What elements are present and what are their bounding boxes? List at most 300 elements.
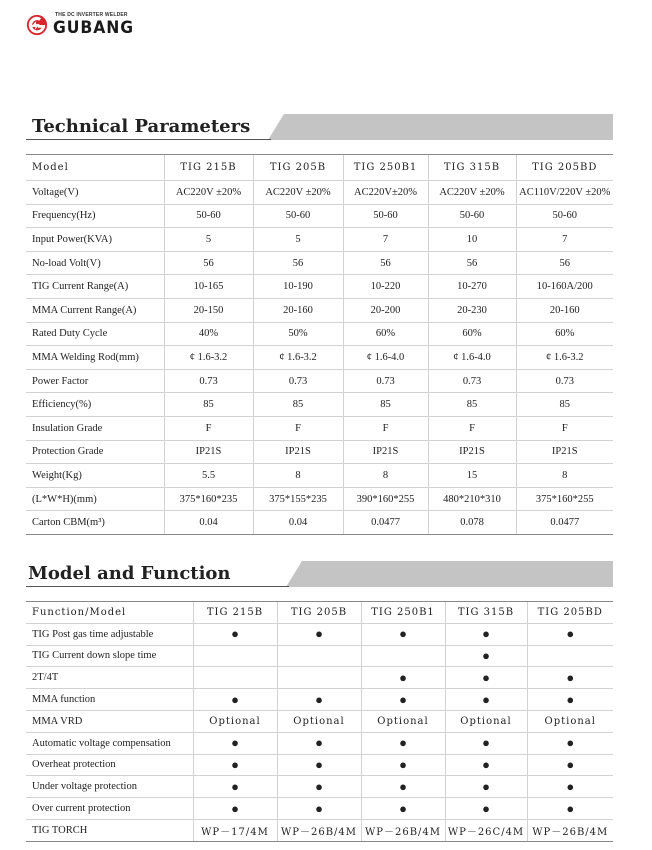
- tech-cell-value: 390*160*255: [356, 493, 415, 505]
- tech-row: [26, 464, 613, 488]
- func-row-label: Over current protection: [26, 798, 193, 820]
- tech-cell: [516, 393, 613, 417]
- tech-cell-value: 60%: [375, 328, 396, 340]
- tech-cell: [516, 251, 613, 275]
- tech-cell: [164, 322, 253, 346]
- func-row-label: MMA VRD: [26, 710, 193, 732]
- tech-cell-value: 0.04: [288, 517, 308, 529]
- tech-cell: [428, 204, 516, 228]
- tech-cell: [253, 275, 343, 299]
- tech-cell: [164, 346, 253, 370]
- tech-cell: [516, 511, 613, 535]
- banner-underline: [26, 586, 289, 587]
- tech-cell-value: 40%: [198, 328, 219, 340]
- tech-cell-value: 20-150: [193, 304, 224, 316]
- tech-cell: [343, 487, 428, 511]
- tech-cell: [343, 440, 428, 464]
- tech-cell-value: 5.5: [201, 469, 216, 481]
- tech-cell: [516, 346, 613, 370]
- func-cell: [277, 623, 361, 645]
- tech-cell: [253, 393, 343, 417]
- func-row: [26, 798, 613, 820]
- func-cell: [193, 798, 277, 820]
- feature-dot-icon: ●: [482, 647, 490, 663]
- tech-cell-value: F: [469, 422, 475, 434]
- func-cell: [193, 623, 277, 645]
- tech-cell-value: 10-165: [193, 281, 224, 293]
- func-cell: [445, 776, 527, 798]
- func-cell-text: Optional: [209, 715, 261, 727]
- tech-cell: [516, 369, 613, 393]
- tech-cell-value: IP21S: [372, 446, 399, 458]
- func-row: [26, 776, 613, 798]
- tech-row-label: Protection Grade: [26, 440, 164, 464]
- model-function-table: [26, 601, 613, 842]
- func-cell: [193, 689, 277, 711]
- tech-cell: [428, 298, 516, 322]
- tech-cell-value: 7: [382, 233, 389, 245]
- feature-dot-icon: ●: [315, 756, 323, 772]
- tech-header-label: Model: [26, 155, 164, 181]
- func-row-label: Automatic voltage compensation: [26, 732, 193, 754]
- tech-cell: [164, 204, 253, 228]
- tech-cell-value: 85: [559, 399, 570, 411]
- func-cell: [193, 819, 277, 841]
- func-row: [26, 732, 613, 754]
- func-cell-text: Optional: [377, 715, 429, 727]
- tech-cell-value: 8: [382, 469, 389, 481]
- tech-cell-value: 50%: [288, 328, 308, 340]
- func-model-header: TIG 205BD: [527, 602, 613, 624]
- tech-cell-value: 50-60: [373, 210, 398, 222]
- tech-cell: [343, 322, 428, 346]
- tech-cell-value: AC110V/220V ±20%: [519, 186, 611, 198]
- tech-row: [26, 228, 613, 252]
- func-cell: [527, 667, 613, 689]
- func-row: [26, 689, 613, 711]
- tech-cell: [343, 228, 428, 252]
- tech-cell-value: 8: [295, 469, 301, 481]
- tech-row: [26, 416, 613, 440]
- tech-cell: [516, 440, 613, 464]
- feature-dot-icon: ●: [566, 756, 575, 772]
- func-cell: [527, 776, 613, 798]
- func-cell: [445, 623, 527, 645]
- tech-cell: [516, 204, 613, 228]
- feature-dot-icon: ●: [315, 800, 323, 816]
- func-cell-text: WP－26B/4M: [532, 826, 609, 838]
- tech-cell: [516, 322, 613, 346]
- func-cell: [277, 776, 361, 798]
- feature-dot-icon: ●: [566, 691, 575, 707]
- tech-row-label: Weight(Kg): [26, 464, 164, 488]
- tech-row: [26, 181, 613, 205]
- feature-dot-icon: ●: [566, 669, 575, 685]
- tech-cell-value: AC220V±20%: [354, 186, 417, 198]
- func-cell-text: WP－17/4M: [201, 826, 269, 838]
- tech-cell: [253, 181, 343, 205]
- func-cell: [527, 689, 613, 711]
- feature-dot-icon: ●: [231, 800, 239, 816]
- tech-cell: [253, 322, 343, 346]
- tech-cell: [343, 416, 428, 440]
- tech-cell-value: 20-230: [457, 304, 487, 316]
- func-cell-text: Optional: [544, 715, 596, 727]
- func-row-label: 2T/4T: [26, 667, 193, 689]
- tech-cell-value: 85: [203, 399, 214, 411]
- func-cell-text: WP－26C/4M: [447, 826, 525, 838]
- tech-cell-value: 0.73: [288, 375, 308, 387]
- func-row-label: TIG Post gas time adjustable: [26, 623, 193, 645]
- tech-row-label: Rated Duty Cycle: [26, 322, 164, 346]
- tech-cell-value: AC220V ±20%: [439, 186, 505, 198]
- func-cell: [361, 819, 445, 841]
- tech-row: [26, 275, 613, 299]
- tech-cell: [164, 440, 253, 464]
- tech-cell: [343, 393, 428, 417]
- func-cell: [527, 710, 613, 732]
- tech-cell: [428, 346, 516, 370]
- tech-cell-value: AC220V ±20%: [265, 186, 331, 198]
- tech-cell: [516, 275, 613, 299]
- func-cell: [193, 645, 277, 667]
- feature-dot-icon: ●: [231, 626, 239, 642]
- tech-cell-value: 7: [562, 233, 568, 245]
- func-cell: [527, 754, 613, 776]
- func-cell: [277, 754, 361, 776]
- func-cell: [527, 798, 613, 820]
- func-row: [26, 667, 613, 689]
- tech-cell: [428, 251, 516, 275]
- tech-cell: [516, 298, 613, 322]
- tech-cell: [428, 181, 516, 205]
- feature-dot-icon: ●: [566, 735, 575, 751]
- tech-cell-value: IP21S: [195, 446, 222, 458]
- tech-cell-value: 56: [292, 257, 304, 269]
- func-cell: [361, 776, 445, 798]
- tech-cell-value: 56: [466, 257, 478, 269]
- model-function-banner: [26, 561, 613, 587]
- tech-cell: [428, 322, 516, 346]
- func-cell: [527, 645, 613, 667]
- tech-cell: [253, 487, 343, 511]
- tech-cell: [253, 464, 343, 488]
- tech-cell: [253, 204, 343, 228]
- func-cell: [277, 667, 361, 689]
- banner-grey-bar: [286, 561, 613, 587]
- tech-row: [26, 487, 613, 511]
- tech-cell-value: 10: [466, 233, 478, 245]
- func-row: [26, 754, 613, 776]
- tech-cell: [164, 416, 253, 440]
- tech-cell-value: ¢ 1.6-4.0: [453, 351, 491, 363]
- func-cell: [361, 645, 445, 667]
- tech-cell: [253, 298, 343, 322]
- tech-cell: [343, 464, 428, 488]
- func-row-label: Under voltage protection: [26, 776, 193, 798]
- tech-cell: [428, 369, 516, 393]
- technical-parameters-table: [26, 154, 613, 535]
- tech-cell: [428, 487, 516, 511]
- tech-cell-value: 10-160A/200: [536, 281, 593, 293]
- func-cell: [445, 710, 527, 732]
- tech-row-label: MMA Current Range(A): [26, 298, 164, 322]
- tech-cell: [164, 228, 253, 252]
- banner-underline: [26, 139, 271, 140]
- tech-row-label: No-load Volt(V): [26, 251, 164, 275]
- func-cell: [527, 623, 613, 645]
- feature-dot-icon: ●: [482, 756, 490, 772]
- tech-row-label: Insulation Grade: [26, 416, 164, 440]
- func-cell: [193, 710, 277, 732]
- tech-row-label: MMA Welding Rod(mm): [26, 346, 164, 370]
- tech-cell: [343, 511, 428, 535]
- tech-cell: [428, 511, 516, 535]
- tech-cell: [343, 204, 428, 228]
- tech-cell: [343, 181, 428, 205]
- tech-cell-value: 375*160*235: [179, 493, 238, 505]
- tech-cell: [253, 440, 343, 464]
- feature-dot-icon: ●: [315, 778, 323, 794]
- tech-cell-value: ¢ 1.6-3.2: [545, 351, 584, 363]
- tech-cell: [164, 487, 253, 511]
- feature-dot-icon: ●: [399, 691, 407, 707]
- func-cell: [193, 732, 277, 754]
- func-model-header: TIG 315B: [445, 602, 527, 624]
- tech-cell: [164, 275, 253, 299]
- func-cell: [277, 819, 361, 841]
- feature-dot-icon: ●: [315, 691, 323, 707]
- model-function-title: Model and Function: [28, 563, 231, 584]
- technical-parameters-banner: [26, 114, 613, 140]
- tech-cell-value: 85: [292, 399, 304, 411]
- tech-cell-value: F: [205, 422, 212, 434]
- feature-dot-icon: ●: [566, 778, 575, 794]
- tech-row: [26, 369, 613, 393]
- feature-dot-icon: ●: [315, 626, 323, 642]
- func-cell: [193, 667, 277, 689]
- brand-name: GUBANG: [53, 18, 135, 38]
- tech-cell: [253, 416, 343, 440]
- func-cell: [445, 754, 527, 776]
- func-header-label: Function/Model: [26, 602, 193, 624]
- tech-cell-value: IP21S: [285, 446, 311, 458]
- tech-cell: [516, 228, 613, 252]
- tech-header-row: [26, 155, 613, 181]
- tech-cell: [343, 298, 428, 322]
- func-cell: [277, 798, 361, 820]
- tech-cell-value: 0.73: [555, 375, 574, 387]
- tech-model-header: TIG 250B1: [343, 155, 428, 181]
- tech-cell-value: 50-60: [285, 210, 311, 222]
- func-row-label: Overheat protection: [26, 754, 193, 776]
- tech-cell-value: IP21S: [459, 446, 485, 458]
- func-cell: [527, 732, 613, 754]
- func-row-label: TIG TORCH: [26, 819, 193, 841]
- func-cell: [277, 645, 361, 667]
- tech-cell-value: 0.078: [460, 517, 484, 529]
- tech-cell: [253, 228, 343, 252]
- func-cell: [277, 732, 361, 754]
- func-cell: [445, 667, 527, 689]
- func-cell: [277, 710, 361, 732]
- technical-parameters-title: Technical Parameters: [32, 116, 251, 137]
- tech-cell: [516, 416, 613, 440]
- tech-cell-value: ¢ 1.6-3.2: [279, 351, 317, 363]
- tech-row-label: TIG Current Range(A): [26, 275, 164, 299]
- tech-row: [26, 393, 613, 417]
- tech-row: [26, 511, 613, 535]
- tech-model-header: TIG 205BD: [516, 155, 613, 181]
- brand-logo: [26, 12, 135, 38]
- tech-cell: [428, 416, 516, 440]
- tech-cell: [516, 464, 613, 488]
- func-cell: [445, 732, 527, 754]
- tech-cell-value: 375*155*235: [269, 493, 327, 505]
- brand-tagline: THE DC INVERTER WELDER: [55, 12, 128, 18]
- tech-cell-value: 0.73: [199, 375, 218, 387]
- tech-cell-value: AC220V ±20%: [175, 186, 242, 198]
- tech-row: [26, 346, 613, 370]
- tech-cell-value: 375*160*255: [535, 493, 594, 505]
- feature-dot-icon: ●: [482, 691, 490, 707]
- tech-row: [26, 440, 613, 464]
- feature-dot-icon: ●: [399, 669, 407, 685]
- func-model-header: TIG 250B1: [361, 602, 445, 624]
- feature-dot-icon: ●: [315, 735, 323, 751]
- tech-model-header: TIG 315B: [428, 155, 516, 181]
- tech-row-label: Input Power(KVA): [26, 228, 164, 252]
- func-cell: [361, 710, 445, 732]
- feature-dot-icon: ●: [482, 800, 490, 816]
- feature-dot-icon: ●: [482, 669, 490, 685]
- func-header-row: [26, 602, 613, 624]
- tech-cell-value: 56: [380, 257, 391, 269]
- tech-cell-value: 56: [203, 257, 214, 269]
- tech-row-label: Power Factor: [26, 369, 164, 393]
- func-cell-text: WP－26B/4M: [364, 826, 442, 838]
- feature-dot-icon: ●: [399, 800, 407, 816]
- tech-cell: [343, 251, 428, 275]
- feature-dot-icon: ●: [231, 778, 239, 794]
- tech-cell: [428, 440, 516, 464]
- tech-cell-value: 60%: [555, 328, 575, 340]
- func-row: [26, 710, 613, 732]
- tech-cell-value: 20-160: [549, 304, 580, 316]
- tech-cell-value: 0.04: [199, 517, 218, 529]
- feature-dot-icon: ●: [231, 691, 239, 707]
- func-cell: [361, 623, 445, 645]
- tech-cell-value: 5: [205, 233, 212, 245]
- tech-row-label: Frequency(Hz): [26, 204, 164, 228]
- tech-cell-value: 20-160: [283, 304, 313, 316]
- tech-cell-value: 50-60: [196, 210, 221, 222]
- tech-cell: [164, 393, 253, 417]
- tech-cell: [164, 181, 253, 205]
- tech-cell: [343, 346, 428, 370]
- func-cell: [277, 689, 361, 711]
- feature-dot-icon: ●: [482, 778, 490, 794]
- tech-cell-value: 480*210*310: [443, 493, 501, 505]
- tech-cell-value: 10-220: [370, 281, 401, 293]
- tech-cell-value: F: [295, 422, 301, 434]
- func-cell: [361, 754, 445, 776]
- tech-row: [26, 322, 613, 346]
- func-cell-text: Optional: [460, 715, 512, 727]
- tech-cell-value: 20-200: [370, 304, 401, 316]
- feature-dot-icon: ●: [399, 778, 407, 794]
- tech-cell-value: ¢ 1.6-4.0: [366, 351, 405, 363]
- tech-cell: [516, 181, 613, 205]
- tech-model-header: TIG 215B: [164, 155, 253, 181]
- func-model-header: TIG 205B: [277, 602, 361, 624]
- func-row-label: MMA function: [26, 689, 193, 711]
- tech-cell: [343, 275, 428, 299]
- func-cell: [361, 732, 445, 754]
- func-cell: [527, 819, 613, 841]
- tech-row: [26, 204, 613, 228]
- feature-dot-icon: ●: [482, 626, 490, 642]
- tech-cell: [164, 298, 253, 322]
- tech-cell-value: 56: [559, 257, 570, 269]
- tech-cell: [253, 251, 343, 275]
- gubang-logo-icon: [26, 14, 48, 36]
- tech-cell-value: 0.73: [376, 375, 395, 387]
- tech-cell: [516, 487, 613, 511]
- tech-row-label: Carton CBM(m³): [26, 511, 164, 535]
- tech-cell: [428, 228, 516, 252]
- tech-cell-value: 50-60: [459, 210, 485, 222]
- tech-cell-value: 5: [295, 233, 301, 245]
- tech-cell: [253, 369, 343, 393]
- func-cell: [361, 798, 445, 820]
- feature-dot-icon: ●: [399, 735, 407, 751]
- tech-cell-value: IP21S: [551, 446, 578, 458]
- tech-cell: [253, 511, 343, 535]
- func-row-label: TIG Current down slope time: [26, 645, 193, 667]
- tech-cell-value: 10-270: [457, 281, 487, 293]
- tech-cell-value: 60%: [462, 328, 482, 340]
- func-cell: [361, 689, 445, 711]
- feature-dot-icon: ●: [231, 756, 239, 772]
- tech-cell: [428, 464, 516, 488]
- tech-cell-value: 15: [466, 469, 478, 481]
- feature-dot-icon: ●: [482, 735, 490, 751]
- banner-grey-bar: [268, 114, 613, 140]
- tech-cell-value: 50-60: [552, 210, 577, 222]
- tech-cell: [164, 369, 253, 393]
- func-cell: [193, 776, 277, 798]
- func-row: [26, 623, 613, 645]
- feature-dot-icon: ●: [231, 735, 239, 751]
- tech-cell-value: F: [561, 422, 568, 434]
- tech-model-header: TIG 205B: [253, 155, 343, 181]
- feature-dot-icon: ●: [566, 800, 575, 816]
- tech-cell: [343, 369, 428, 393]
- tech-row-label: Voltage(V): [26, 181, 164, 205]
- func-row: [26, 819, 613, 841]
- func-cell-text: WP－26B/4M: [280, 826, 358, 838]
- func-row: [26, 645, 613, 667]
- tech-cell: [164, 464, 253, 488]
- tech-cell-value: 0.73: [462, 375, 482, 387]
- tech-cell: [164, 511, 253, 535]
- func-cell: [445, 645, 527, 667]
- feature-dot-icon: ●: [399, 626, 407, 642]
- tech-cell-value: F: [382, 422, 389, 434]
- tech-cell-value: 8: [562, 469, 568, 481]
- tech-cell-value: 85: [380, 399, 391, 411]
